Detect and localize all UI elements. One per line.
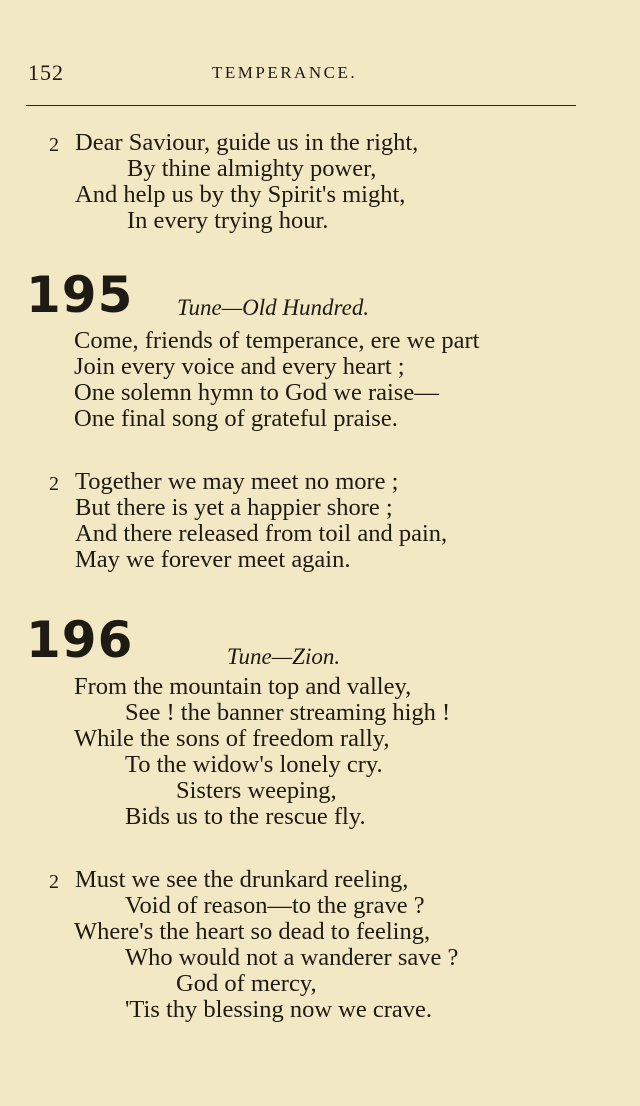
- verse-line: And there released from toil and pain,: [75, 520, 448, 547]
- verse-line: Void of reason—to the grave ?: [125, 892, 425, 919]
- verse-line: Must we see the drunkard reeling,: [75, 866, 409, 893]
- verse-line: And help us by thy Spirit's might,: [75, 181, 406, 208]
- verse-line: By thine almighty power,: [127, 155, 377, 182]
- verse-line: See ! the banner streaming high !: [125, 699, 451, 726]
- verse-line: To the widow's lonely cry.: [125, 751, 383, 778]
- verse-line: Join every voice and every heart ;: [74, 353, 405, 380]
- verse-line: Come, friends of temperance, ere we part: [74, 327, 480, 354]
- verse-line: One final song of grateful praise.: [74, 405, 398, 432]
- verse-line: 'Tis thy blessing now we crave.: [125, 996, 433, 1023]
- verse-number: 2: [49, 134, 59, 156]
- hymn-number: 196: [26, 611, 134, 669]
- verse-number: 2: [49, 871, 59, 893]
- verse-line: One solemn hymn to God we raise—: [74, 379, 439, 406]
- page-header: [0, 60, 640, 90]
- hymn-number: 195: [26, 266, 134, 324]
- verse-line: May we forever meet again.: [75, 546, 351, 573]
- verse-line: In every trying hour.: [127, 207, 329, 234]
- verse-line: God of mercy,: [176, 970, 317, 997]
- verse-line: From the mountain top and valley,: [74, 673, 412, 700]
- verse-line: Where's the heart so dead to feeling,: [74, 918, 431, 945]
- verse-number: 2: [49, 473, 59, 495]
- verse-line: Dear Saviour, guide us in the right,: [75, 129, 419, 156]
- verse-line: Bids us to the rescue fly.: [125, 803, 366, 830]
- tune-name: Tune—Zion.: [227, 644, 341, 669]
- verse-line: Who would not a wanderer save ?: [125, 944, 459, 971]
- verse-line: While the sons of freedom rally,: [74, 725, 390, 752]
- verse-line: Sisters weeping,: [176, 777, 337, 804]
- tune-name: Tune—Old Hundred.: [177, 295, 370, 320]
- verse-line: Together we may meet no more ;: [75, 468, 399, 495]
- verse-line: But there is yet a happier shore ;: [75, 494, 393, 521]
- page-number: 152: [28, 60, 64, 85]
- running-title: TEMPERANCE.: [212, 63, 358, 82]
- header-rule: [26, 105, 576, 106]
